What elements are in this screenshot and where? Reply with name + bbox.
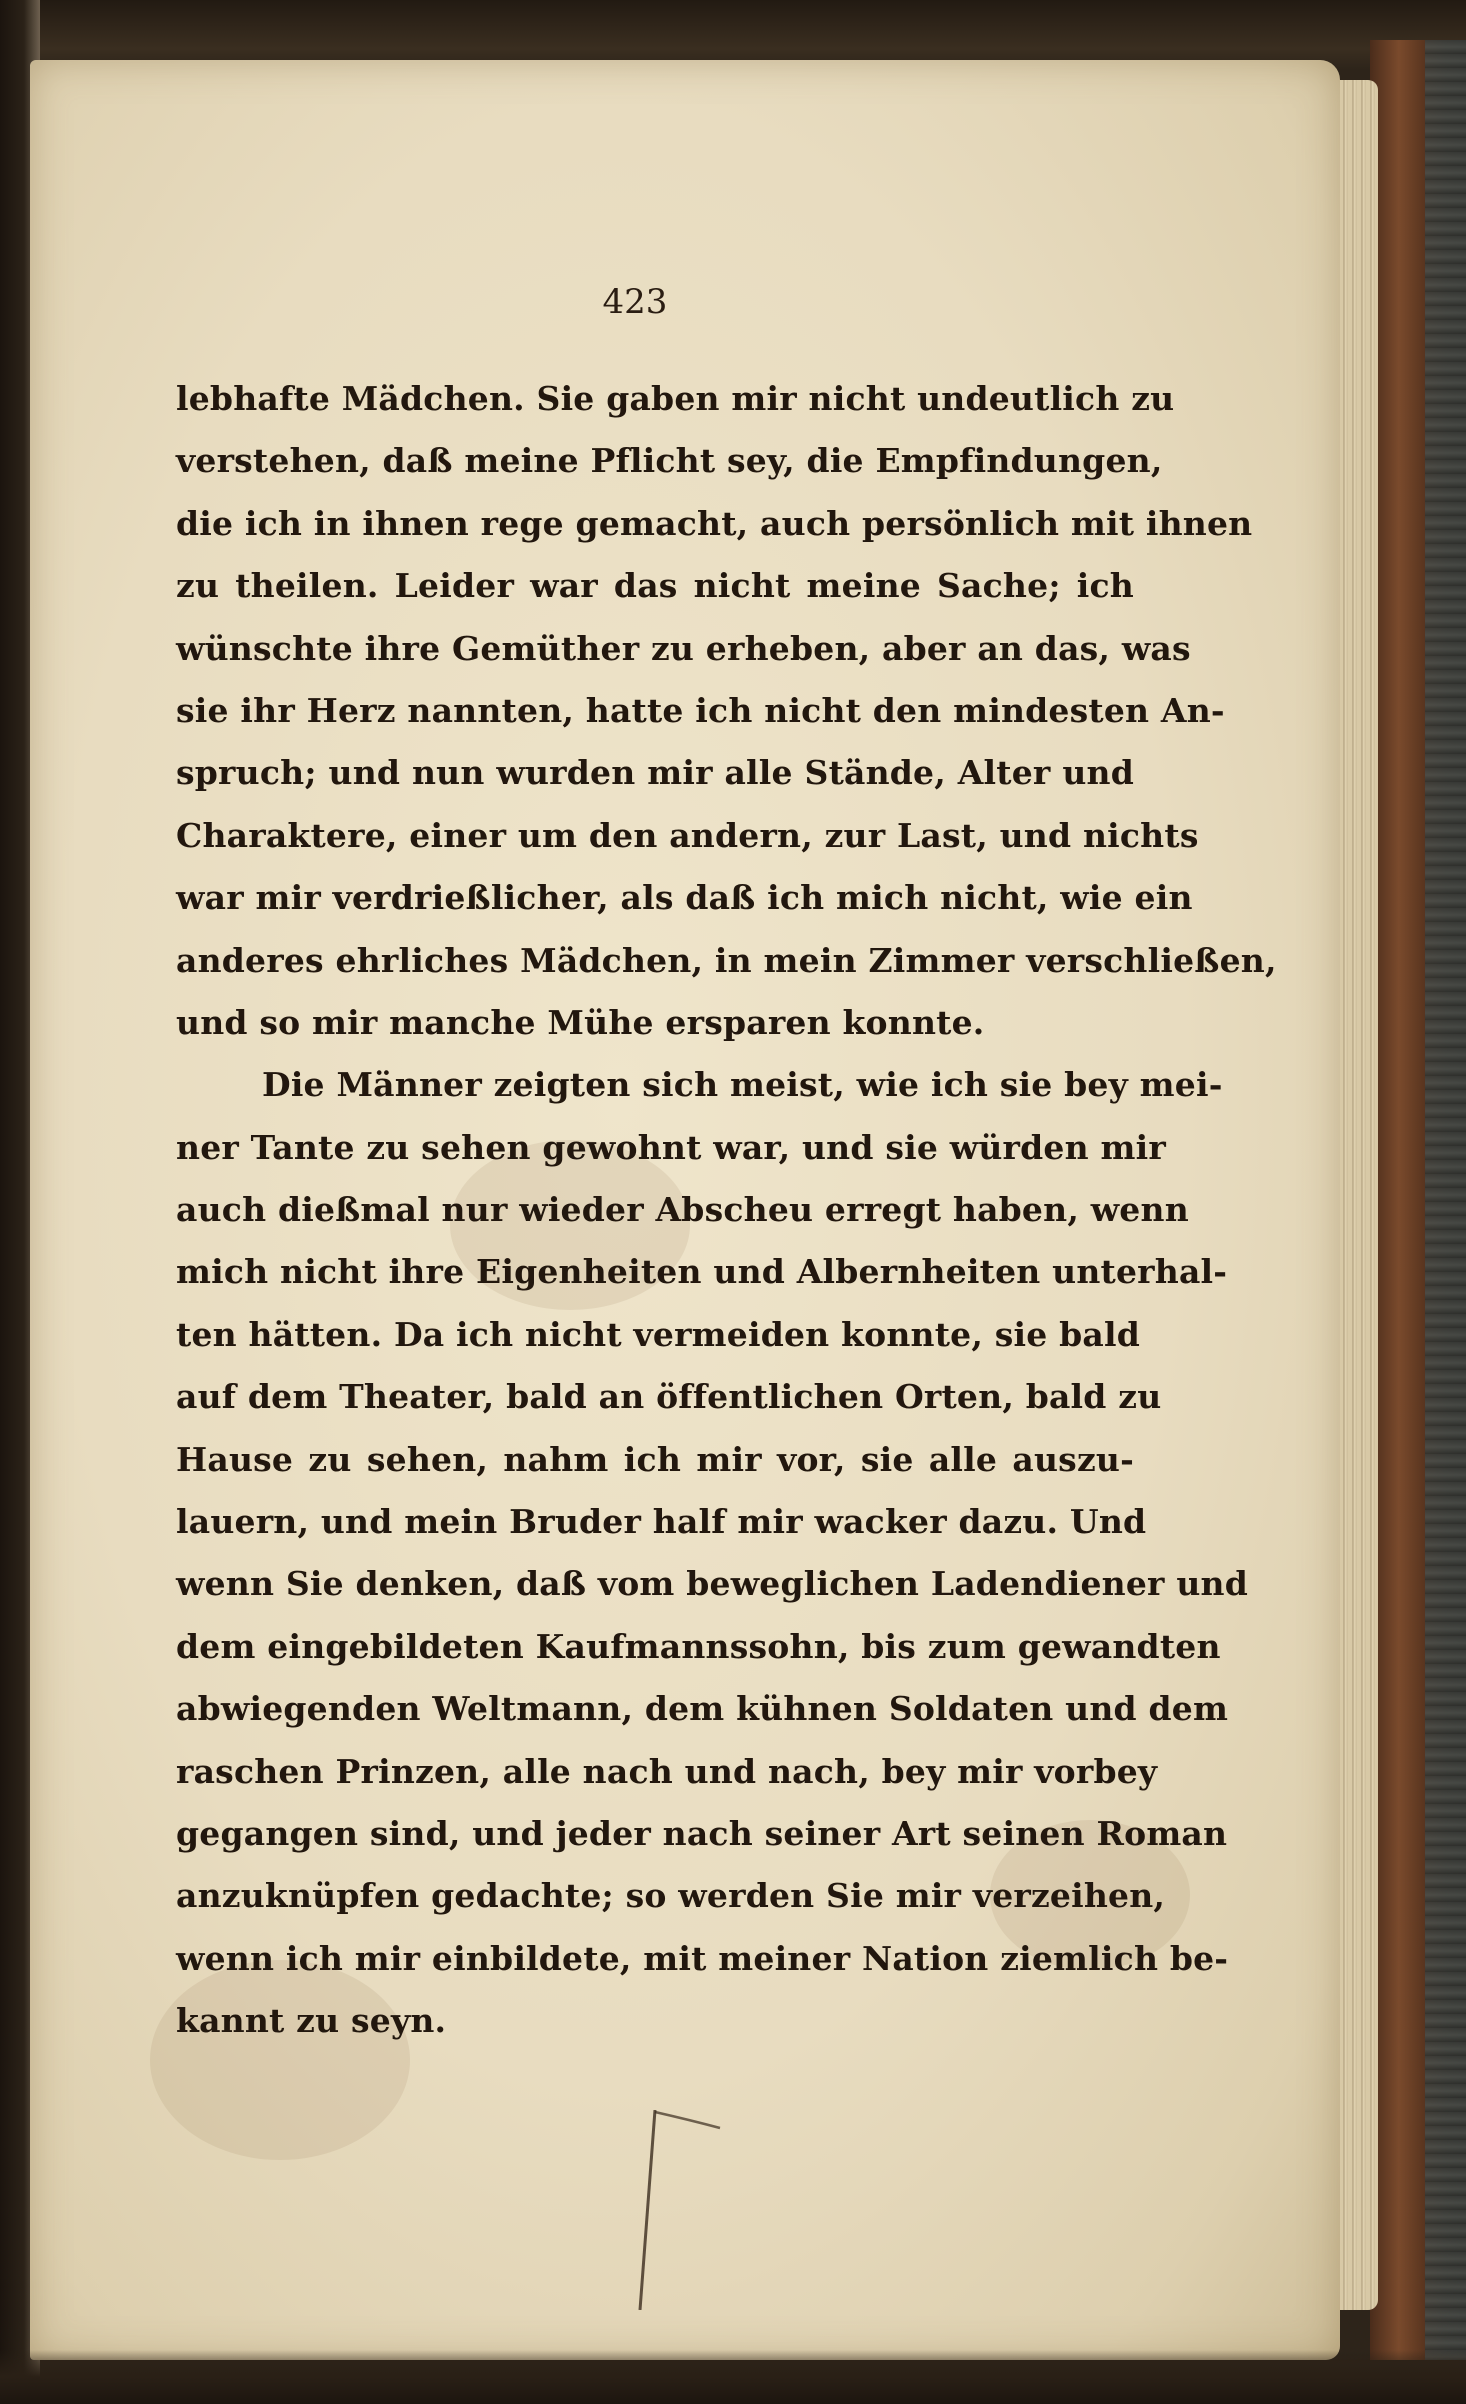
text-line: wenn ich mir einbildete, mit meiner Nation ziemlich be- [176,1938,1229,1978]
text-line: anderes ehrliches Mädchen, in mein Zimmer verschließen, [176,940,1277,980]
pen-stroke-mark [610,2110,730,2310]
text-line: ner Tante zu sehen gewohnt war, und sie würden mir [176,1127,1166,1167]
body-text [176,368,1277,2053]
text-line: die ich in ihnen rege gemacht, auch persönlich mit ihnen [176,503,1253,543]
text-line: Die Männer zeigten sich meist, wie ich sie bey mei- [262,1065,1223,1105]
text-line: zu theilen. Leider war das nicht meine Sache; ich [176,566,1134,606]
text-line: ten hätten. Da ich nicht vermeiden konnte, sie bald [176,1314,1140,1354]
text-line: wünschte ihre Gemüther zu erheben, aber an das, was [176,628,1191,668]
text-line: gegangen sind, und jeder nach seiner Art seinen Roman [176,1813,1228,1853]
text-line: anzuknüpfen gedachte; so werden Sie mir verzeihen, [176,1876,1166,1916]
text-line: war mir verdrießlicher, als daß ich mich nicht, wie ein [176,878,1193,918]
text-line: wenn Sie denken, daß vom beweglichen Ladendiener und [176,1564,1248,1604]
paragraph-1 [176,368,1277,1054]
text-line: Hause zu sehen, nahm ich mir vor, sie alle auszu- [176,1439,1134,1479]
text-line: und so mir manche Mühe ersparen konnte. [176,1002,985,1042]
text-line: lebhafte Mädchen. Sie gaben mir nicht undeutlich zu [176,379,1175,418]
text-line: dem eingebildeten Kaufmannssohn, bis zum gewandten [176,1626,1221,1666]
text-line: raschen Prinzen, alle nach und nach, bey mir vorbey [176,1751,1158,1791]
text-line: mich nicht ihre Eigenheiten und Albernheiten unterhal- [176,1252,1228,1292]
text-line: abwiegenden Weltmann, dem kühnen Soldaten und dem [176,1689,1229,1729]
text-line: kannt zu seyn. [176,2001,447,2041]
text-line: lauern, und mein Bruder half mir wacker dazu. Und [176,1502,1147,1542]
page-number: 423 [602,282,668,322]
scan-bottom-shadow [0,2350,1466,2404]
text-line: auch dießmal nur wieder Abscheu erregt haben, wenn [176,1190,1189,1230]
text-line: spruch; und nun wurden mir alle Stände, Alter und [176,753,1134,793]
paragraph-2 [176,1054,1248,2052]
book-spine-texture [1425,40,1466,2360]
text-line: verstehen, daß meine Pflicht sey, die Empfindungen, [176,441,1163,481]
text-line: Charaktere, einer um den andern, zur Last, und nichts [176,815,1199,855]
text-line: auf dem Theater, bald an öffentlichen Orten, bald zu [176,1377,1162,1417]
text-line: sie ihr Herz nannten, hatte ich nicht den mindesten An- [176,690,1225,730]
